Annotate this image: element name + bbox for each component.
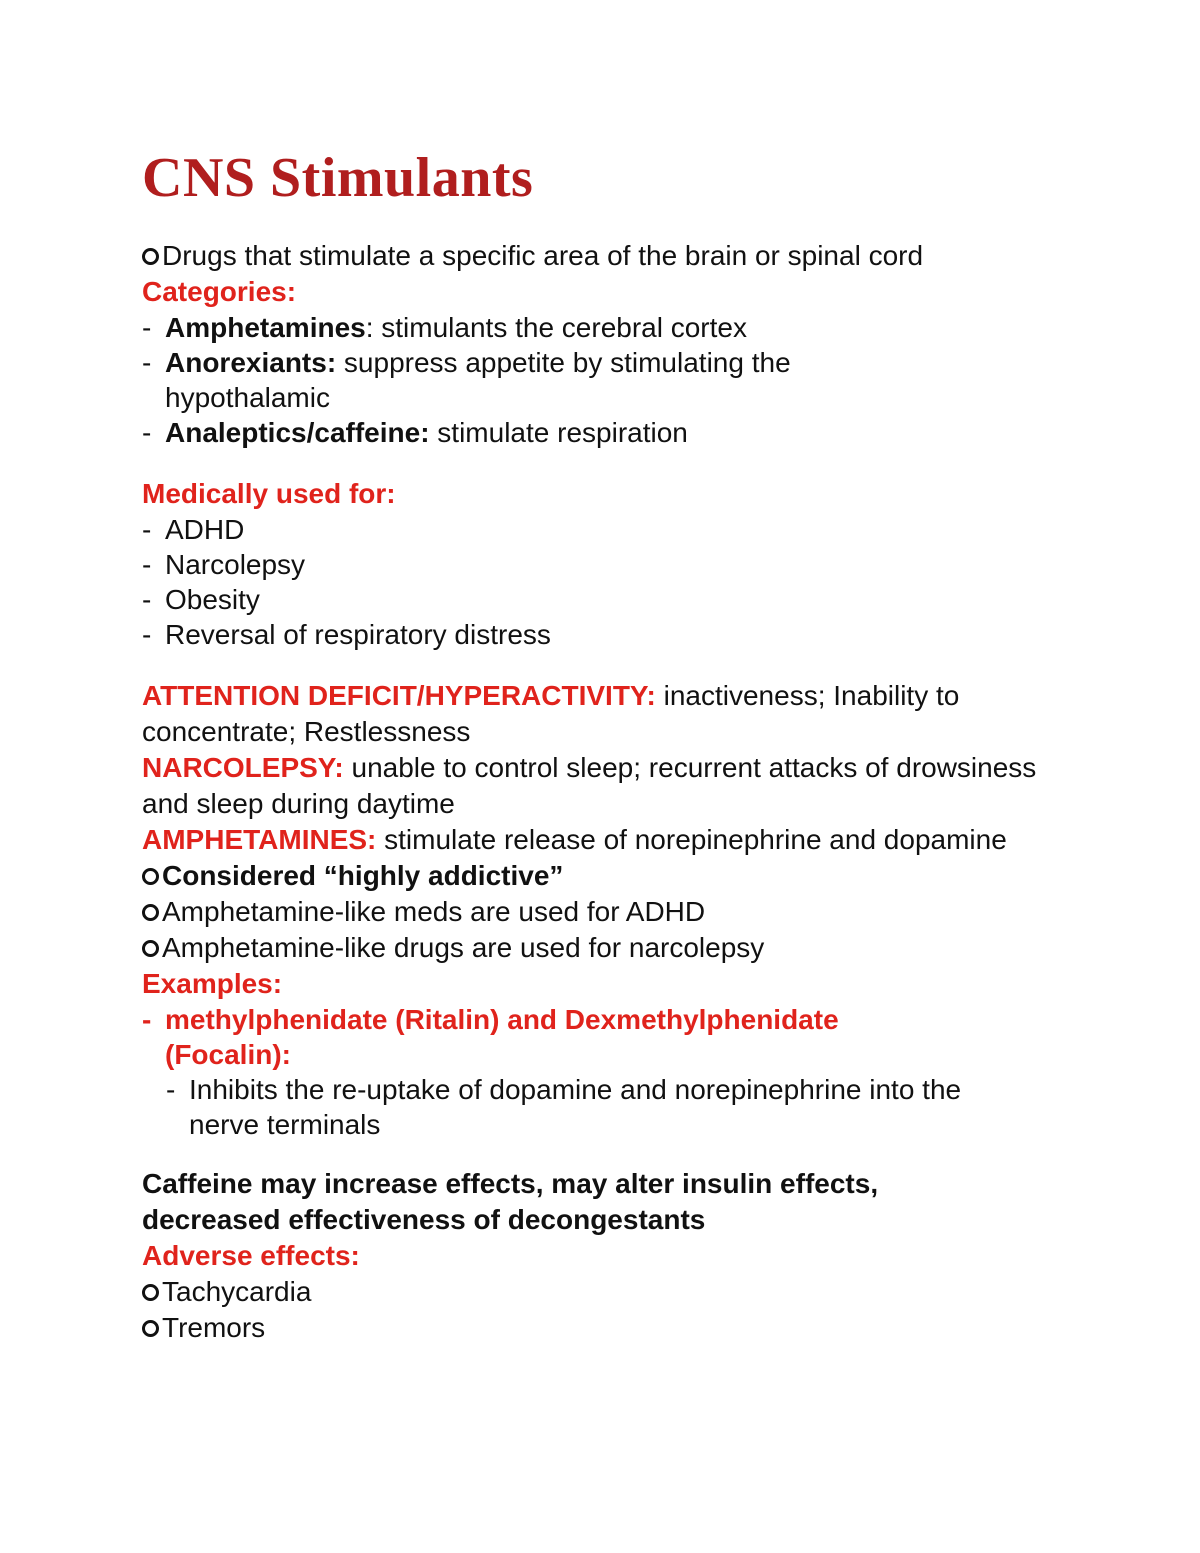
adverse-item xyxy=(142,1274,1082,1310)
definition-adhd xyxy=(142,678,1042,750)
dash-marker: - xyxy=(142,584,152,615)
circle-bullet-icon xyxy=(142,904,159,921)
category-item xyxy=(142,415,1082,450)
amph-bullet xyxy=(142,894,1082,930)
dash-marker: - xyxy=(142,347,152,378)
examples-heading: Examples: xyxy=(142,968,283,999)
dash-marker: - xyxy=(142,417,152,448)
medical-use-item xyxy=(142,512,1082,547)
example-text: methylphenidate (Ritalin) and Dexmethylphenidate (Focalin): xyxy=(165,1004,839,1070)
definition-narcolepsy xyxy=(142,750,1042,822)
caffeine-note: Caffeine may increase effects, may alter insulin effects, decreased effectiveness of decongestants xyxy=(142,1168,879,1235)
category-term: Amphetamines xyxy=(165,312,366,343)
dash-marker: - xyxy=(142,1004,152,1035)
definition-desc: stimulate release of norepinephrine and dopamine xyxy=(376,824,1007,855)
definition-amphetamines xyxy=(142,822,1042,858)
category-item xyxy=(142,310,1082,345)
amph-bullet xyxy=(142,858,1082,894)
medical-use-item xyxy=(142,617,1082,652)
document-page xyxy=(142,140,1082,1346)
medical-uses-heading: Medically used for: xyxy=(142,478,396,509)
adverse-heading: Adverse effects: xyxy=(142,1240,360,1271)
category-term: Anorexiants: xyxy=(165,347,337,378)
circle-bullet-icon xyxy=(142,940,159,957)
intro-bullet xyxy=(142,238,1082,274)
adverse-item-text: Tachycardia xyxy=(162,1276,312,1307)
definition-term: NARCOLEPSY: xyxy=(142,752,344,783)
medical-use-text: Narcolepsy xyxy=(165,549,306,580)
category-desc: stimulate respiration xyxy=(429,417,688,448)
definition-desc: unable to control sleep; recurrent attacks of drowsiness and sleep during daytime xyxy=(142,752,1037,819)
category-desc: suppress appetite by stimulating the hypothalamic xyxy=(165,347,791,413)
circle-bullet-icon xyxy=(142,868,159,885)
example-sub-text: Inhibits the re-uptake of dopamine and norepinephrine into the nerve terminals xyxy=(189,1074,962,1140)
category-term: Analeptics/caffeine: xyxy=(165,417,430,448)
amph-bullet-text: Considered “highly addictive” xyxy=(162,860,564,891)
circle-bullet-icon xyxy=(142,248,159,265)
dash-marker: - xyxy=(142,549,152,580)
dash-marker: - xyxy=(142,312,152,343)
medical-use-text: Reversal of respiratory distress xyxy=(165,619,551,650)
medical-use-item xyxy=(142,582,1082,617)
intro-bullet-text: Drugs that stimulate a specific area of the brain or spinal cord xyxy=(162,240,924,271)
amph-bullet xyxy=(142,930,1082,966)
example-sub-item xyxy=(142,1072,1082,1142)
example-item xyxy=(142,1002,1082,1072)
dash-marker: - xyxy=(142,514,152,545)
medical-use-item xyxy=(142,547,1082,582)
categories-heading: Categories: xyxy=(142,276,297,307)
definition-desc: inactiveness; Inability to concentrate; Restlessness xyxy=(142,680,960,747)
page-title: CNS Stimulants xyxy=(142,147,534,209)
medical-use-text: Obesity xyxy=(165,584,260,615)
category-desc: : stimulants the cerebral cortex xyxy=(365,312,747,343)
amph-bullet-text: Amphetamine-like meds are used for ADHD xyxy=(162,896,706,927)
circle-bullet-icon xyxy=(142,1320,159,1337)
adverse-item-text: Tremors xyxy=(162,1312,266,1343)
category-item xyxy=(142,345,1082,415)
definition-term: AMPHETAMINES: xyxy=(142,824,377,855)
dash-marker: - xyxy=(142,619,152,650)
adverse-item xyxy=(142,1310,1082,1346)
circle-bullet-icon xyxy=(142,1284,159,1301)
dash-marker: - xyxy=(166,1074,176,1105)
definition-term: ATTENTION DEFICIT/HYPERACTIVITY: xyxy=(142,680,656,711)
medical-use-text: ADHD xyxy=(165,514,245,545)
amph-bullet-text: Amphetamine-like drugs are used for narcolepsy xyxy=(162,932,765,963)
